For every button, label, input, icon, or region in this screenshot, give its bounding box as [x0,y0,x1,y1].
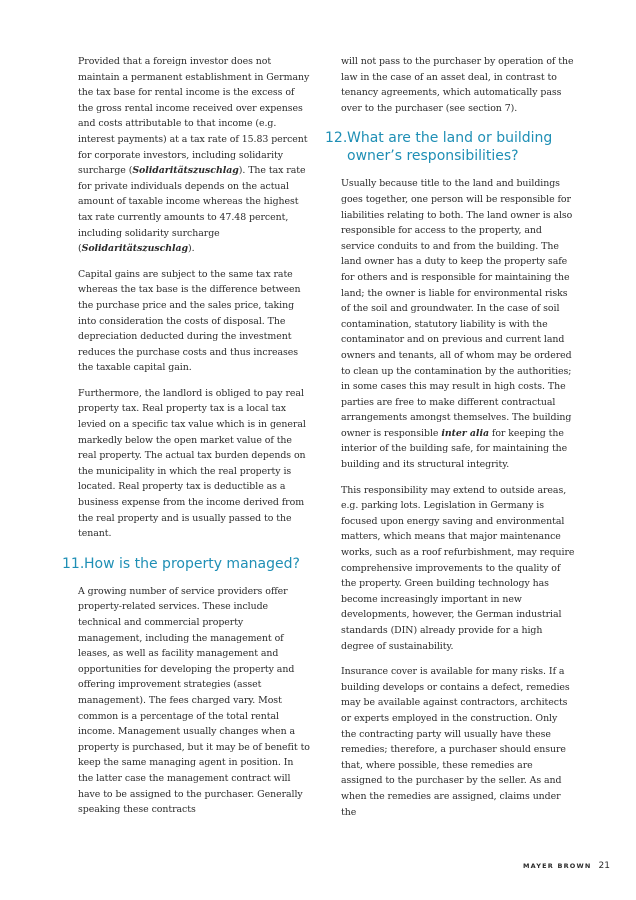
text-segment: Usually because title to the land and buildings goes together, one person will be responsible for liabilities relating to both. The land owner is also responsible for access to the property, and service conduits to and from the building. The land owner has a duty to keep the property safe for others and is responsible for maintaining the land; the owner is liable for environmental risks of the soil and groundwater. In the case of soil contamination, statutory liability is with the contaminator and on previous and current land owners and tenants, all of whom may be ordered to clean up the contamination by the authorities; in some cases this may result in high costs. The parties are free to make different contractual arrangements amongst themselves. The building owner is responsible [341,178,573,439]
paragraph-tax-base [78,54,310,257]
section-title: What are the land or building owner’s responsibilities? [347,130,553,165]
paragraph-management: A growing number of service providers offer property-related services. These include technical and commercial property management, including the management of leases, as well as facility management and opportunities for developing the property and offering improvement strategies (asset management). The fees charged vary. Most common is a percentage of the total rental income. Management usually changes when a property is purchased, but it may be of benefit to keep the same managing agent in position. In the latter case the management contract will have to be assigned to the purchaser. Generally speaking these contracts [78,585,310,816]
left-column [62,54,310,828]
text-segment: ). The tax rate for private individuals depends on the actual amount of taxable income whereas the highest tax rate currently amounts to 47.48 percent, including solidarity surcharge ( [78,165,306,255]
right-column [325,54,575,830]
paragraph-outside-areas: This responsibility may extend to outside areas, e.g. parking lots. Legislation in Germany is focused upon energy saving and environmental matters, which means that major maintenance works, such as a roof refurbishment, may require comprehensive improvements to the quality of the property. Green building technology has become increasingly important in new developments, however, the German industrial standards (DIN) already provide for a high degree of sustainability. [341,484,575,652]
page-number: 21 [598,861,610,871]
section-number: 12. [325,130,348,147]
section-title: How is the property managed? [84,555,300,572]
paragraph-insurance: Insurance cover is available for many risks. If a building develops or contains a defect, remedies may be available against contractors, architects or experts employed in the construction. Only the contracting party will usually have these remedies; therefore, a purchaser should ensure that, where possible, these remedies are assigned to the purchaser by the seller. As and when the remedies are assigned, claims under the [341,666,570,818]
section-heading-11 [62,555,310,573]
paragraph-owner-liability [341,176,575,472]
page-footer [523,861,610,871]
section-number: 11. [62,555,85,572]
italic-term: Solidaritätszuschlag [81,243,189,255]
text-segment: ). [188,243,195,255]
brand-name: MAYER BROWN [522,862,592,870]
paragraph-capital-gains: Capital gains are subject to the same tax rate whereas the tax base is the difference between the purchase price and the sales price, taking into consideration the costs of disposal. The depreciation deducted during the investment reduces the purchase costs and thus increases the taxable capital gain. [78,268,301,374]
section-heading-12 [325,129,575,165]
text-segment: for keeping the interior of the building safe, for maintaining the building and its structural integrity. [341,427,568,471]
italic-term: inter alia [441,427,489,439]
text-segment: Provided that a foreign investor does not maintain a permanent establishment in Germany the tax base for rental income is the excess of the gross rental income received over expenses and costs attributable to that income (e.g. interest payments) at a tax rate of 15.83 percent for corporate investors, including solidarity surcharge ( [78,56,310,177]
paragraph-contracts-continued: will not pass to the purchaser by operation of the law in the case of an asset deal, in contrast to tenancy agreements, which automatically pass over to the purchaser (see section 7). [341,56,574,114]
italic-term: Solidaritätszuschlag [132,165,239,177]
paragraph-property-tax: Furthermore, the landlord is obliged to pay real property tax. Real property tax is a local tax levied on a specific tax value which is in general markedly below the open market value of the real property. The actual tax burden depends on the municipality in which the real property is located. Real property tax is deductible as a business expense from the income derived from the real property and is usually passed to the tenant. [78,387,306,540]
